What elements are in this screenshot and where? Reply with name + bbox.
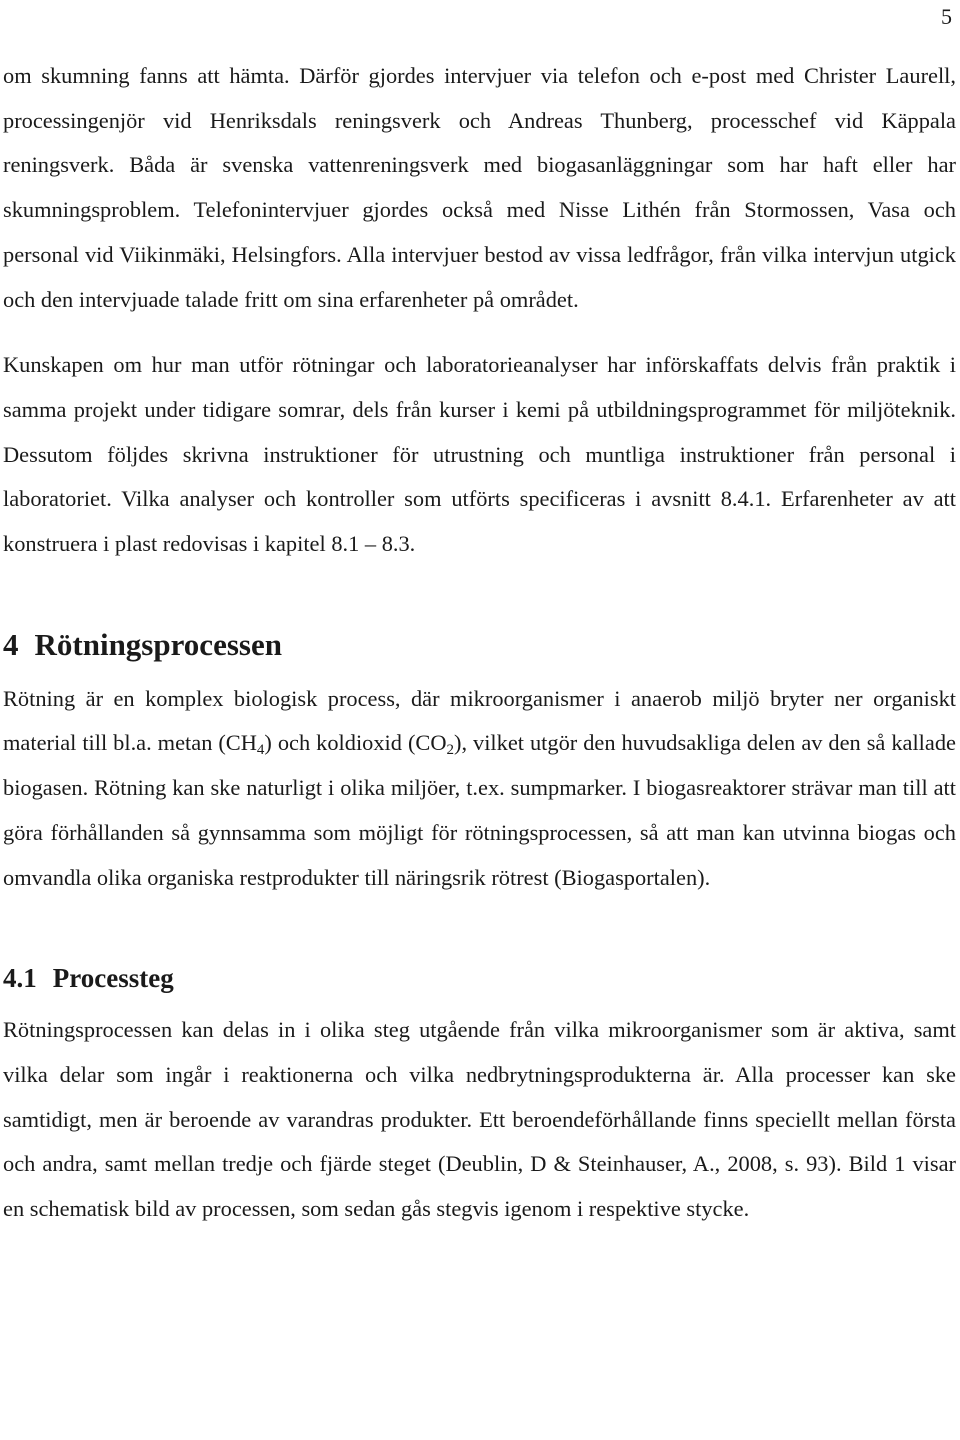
text-segment: ), vilket utgör den huvudsakliga delen av den så kallade biogasen. Rötning kan ske naturligt i olika miljöer, t.ex. sumpmarker. I biogasreaktorer strävar man till att göra förhållanden så gynnsamma som möjligt för rötningsprocessen, så att man kan utvinna biogas och omvandla olika organiska restprodukter till näringsrik rötrest (Biogasportalen). [3,730,956,890]
section-number: 4.1 [3,963,37,994]
chapter-title: Rötningsprocessen [34,626,282,662]
chapter-number: 4 [3,626,19,662]
text-segment: Rötning är en komplex biologisk process, där mikroorganismer i anaerob miljö bryter ner organiskt material till bl.a. metan (CH [3,685,956,756]
chapter-heading [3,623,956,667]
subscript-4: 4 [256,742,265,759]
document-body [3,54,956,1232]
text-segment: ) och koldioxid (CO [264,730,447,756]
section-heading [3,958,956,998]
paragraph-digestion-intro [3,677,956,901]
paragraph-knowledge: Kunskapen om hur man utför rötningar och laboratorieanalyser har införskaffats delvis från praktik i samma projekt under tidigare somrar, dels från kurser i kemi på utbildningsprogrammet för miljöteknik. Dessutom följdes skrivna instruktioner för utrustning och muntliga instruktioner från personal i laboratoriet. Vilka analyser och kontroller som utförts specificeras i avsnitt 8.4.1. Erfarenheter av att konstruera i plast redovisas i kapitel 8.1 – 8.3. [3,352,956,557]
section-title: Processteg [52,963,174,994]
page-number: 5 [941,4,952,29]
paragraph-interviews: om skumning fanns att hämta. Därför gjordes intervjuer via telefon och e-post med Christer Laurell, processingenjör vid Henriksdals reningsverk och Andreas Thunberg, processchef vid Käppala reningsverk. Båda är svenska vattenreningsverk med biogasanläggningar som har haft eller har skumningsproblem. Telefonintervjuer gjordes också med Nisse Lithén från Stormossen, Vasa och personal vid Viikinmäki, Helsingfors. Alla intervjuer bestod av vissa ledfrågor, från vilka intervjun utgick och den intervjuade talade fritt om sina erfarenheter på området. [3,63,956,312]
paragraph-process-steps: Rötningsprocessen kan delas in i olika steg utgående från vilka mikroorganismer som är aktiva, samt vilka delar som ingår i reaktionerna och vilka nedbrytningsprodukterna är. Alla processer kan ske samtidigt, men är beroende av varandras produkter. Ett beroendeförhållande finns speciellt mellan första och andra, samt mellan tredje och fjärde steget (Deublin, D & Steinhauser, A., 2008, s. 93). Bild 1 visar en schematisk bild av processen, som sedan gås stegvis igenom i respektive stycke. [3,1017,956,1222]
subscript-2: 2 [446,742,454,759]
